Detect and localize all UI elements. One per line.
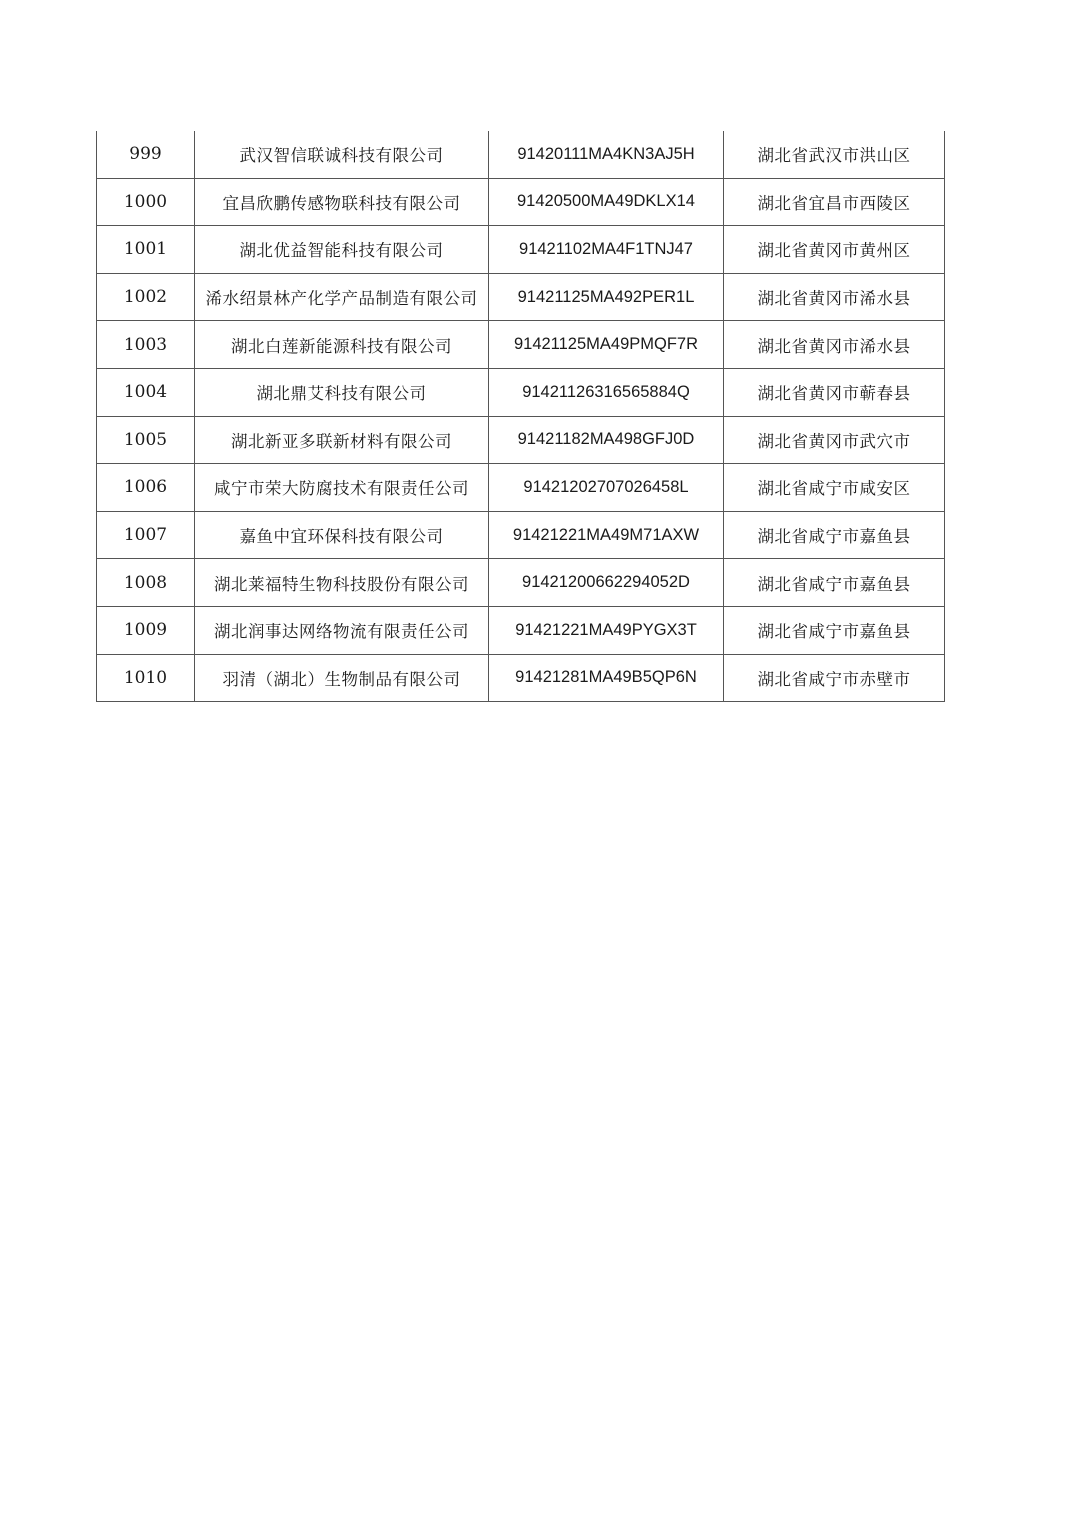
company-location: 湖北省宜昌市西陵区 [724, 178, 945, 226]
row-number: 1000 [97, 178, 195, 226]
credit-code: 91421102MA4F1TNJ47 [489, 226, 724, 274]
company-location: 湖北省黄冈市浠水县 [724, 321, 945, 369]
company-name: 嘉鱼中宜环保科技有限公司 [195, 511, 489, 559]
credit-code: 91421202707026458L [489, 464, 724, 512]
table-row [97, 464, 945, 512]
table-row [97, 559, 945, 607]
company-location: 湖北省黄冈市黄州区 [724, 226, 945, 274]
company-location: 湖北省黄冈市浠水县 [724, 273, 945, 321]
credit-code: 91421125MA49PMQF7R [489, 321, 724, 369]
row-number: 1006 [97, 464, 195, 512]
company-location: 湖北省武汉市洪山区 [724, 131, 945, 178]
row-number: 1007 [97, 511, 195, 559]
company-name: 浠水绍景林产化学产品制造有限公司 [195, 273, 489, 321]
credit-code: 91420500MA49DKLX14 [489, 178, 724, 226]
company-name: 湖北润事达网络物流有限责任公司 [195, 606, 489, 654]
company-name: 羽清（湖北）生物制品有限公司 [195, 654, 489, 702]
company-name: 湖北新亚多联新材料有限公司 [195, 416, 489, 464]
company-name: 湖北优益智能科技有限公司 [195, 226, 489, 274]
credit-code: 91421182MA498GFJ0D [489, 416, 724, 464]
row-number: 1005 [97, 416, 195, 464]
row-number: 1001 [97, 226, 195, 274]
credit-code: 91421221MA49M71AXW [489, 511, 724, 559]
table-row [97, 606, 945, 654]
row-number: 1004 [97, 368, 195, 416]
company-location: 湖北省咸宁市咸安区 [724, 464, 945, 512]
credit-code: 91420111MA4KN3AJ5H [489, 131, 724, 178]
table-row [97, 131, 945, 178]
row-number: 1008 [97, 559, 195, 607]
company-name: 湖北白莲新能源科技有限公司 [195, 321, 489, 369]
company-name: 咸宁市荣大防腐技术有限责任公司 [195, 464, 489, 512]
company-table [96, 131, 945, 702]
company-location: 湖北省咸宁市嘉鱼县 [724, 559, 945, 607]
company-location: 湖北省黄冈市蕲春县 [724, 368, 945, 416]
table-row [97, 416, 945, 464]
company-name: 武汉智信联诚科技有限公司 [195, 131, 489, 178]
credit-code: 91421281MA49B5QP6N [489, 654, 724, 702]
company-location: 湖北省咸宁市嘉鱼县 [724, 511, 945, 559]
table-row [97, 511, 945, 559]
row-number: 1003 [97, 321, 195, 369]
row-number: 1002 [97, 273, 195, 321]
table-row [97, 368, 945, 416]
company-name: 宜昌欣鹏传感物联科技有限公司 [195, 178, 489, 226]
row-number: 1010 [97, 654, 195, 702]
table-row [97, 654, 945, 702]
company-name: 湖北莱福特生物科技股份有限公司 [195, 559, 489, 607]
credit-code: 91421221MA49PYGX3T [489, 606, 724, 654]
row-number: 999 [97, 131, 195, 178]
company-name: 湖北鼎艾科技有限公司 [195, 368, 489, 416]
table-row [97, 178, 945, 226]
credit-code: 91421126316565884Q [489, 368, 724, 416]
table-row [97, 273, 945, 321]
table-row [97, 321, 945, 369]
credit-code: 91421200662294052D [489, 559, 724, 607]
row-number: 1009 [97, 606, 195, 654]
company-location: 湖北省咸宁市嘉鱼县 [724, 606, 945, 654]
company-location: 湖北省咸宁市赤壁市 [724, 654, 945, 702]
credit-code: 91421125MA492PER1L [489, 273, 724, 321]
company-location: 湖北省黄冈市武穴市 [724, 416, 945, 464]
table-row [97, 226, 945, 274]
